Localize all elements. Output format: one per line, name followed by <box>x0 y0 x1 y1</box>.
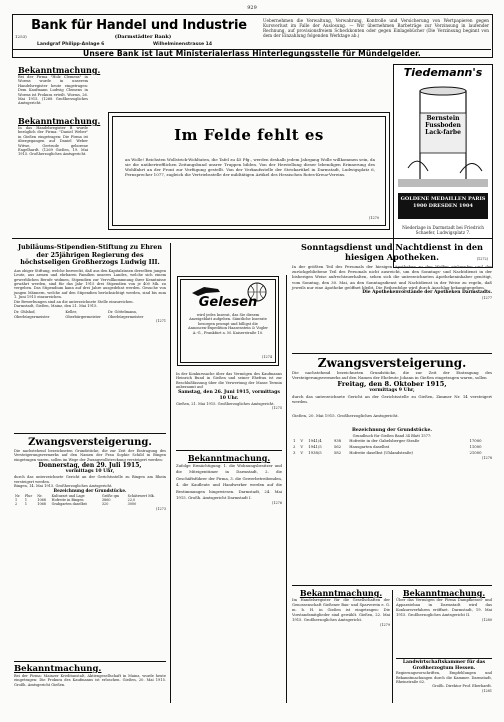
signature-3: Dr. Göttelmann, Oberbürgermeister <box>108 310 144 319</box>
jubilaeum-signatures <box>14 310 166 319</box>
konkurs-bund <box>176 372 282 410</box>
gelesen-ref: (1274 <box>262 355 272 359</box>
bekanntmachung-2-title: Bekanntmachung. <box>18 116 101 126</box>
zwang-2-table <box>292 438 492 456</box>
bekanntmachung-1-text: Bei der Firma "Holz Clemens" in Worms wurde in unserem Handelsregister heute eingetragen: Dem Kaufmann Ludwig Clemens in Worms ist Prokura erteilt. Worms, 26. Mai 1915. (1268 Großherzogliches Amtsgericht. <box>18 75 88 106</box>
table-cell: 3860 <box>101 498 111 503</box>
signature-1: Dr. Ohlshof, Oberbürgermeister <box>14 310 50 319</box>
bund-ref: (1275 <box>272 406 282 411</box>
zwang-2-place: durch das unterzeichnete Gericht an der Gerichtsstelle zu Gießen, Zimmer Nr. 14 versteigert werden. <box>292 394 492 404</box>
zwang-2-date: Freitag, den 8. Oktober 1915, <box>337 380 447 388</box>
im-felde-ad <box>108 112 390 230</box>
bekanntmachung-3-text: Bei der Firma: Mainzer Kreditanstalt, Aktiengesellschaft in Mainz, wurde heute eingetragen: Die Prokura des Kaufmanns ist erloschen. Gießen, 20. Mai 1915. Großh. Amtsgericht Gießen. <box>14 674 166 687</box>
jubilaeum-title: Jubiläums-Stipendien-Stiftung zu Ehren der 25jährigen Regierung des höchstseligen Großherzogs Ludwig III. <box>17 243 162 267</box>
table-cell: 582 <box>333 450 342 456</box>
table-cell: 17000 <box>469 438 482 444</box>
landwirtschaft-text: Regierungsvorschriften, Empfehlungen und Bekanntmachungen durch die Kammer. Darmstadt, Rheinstraße 62. <box>396 671 492 684</box>
table-cell: 1 <box>293 438 296 444</box>
jubilaeum-place-date: Darmstadt, Gießen, Mainz, den 21. Mai 1915. <box>14 304 98 309</box>
bund-text: In der Konkurssache über das Vermögen des Kaufmanns Heinrich Bund in Gießen und seiner Ehefrau ist zur Beschlußfassung über die Verwertung der Masse Termin anberaumt auf <box>176 372 282 390</box>
bekanntmachung-4 <box>176 453 282 506</box>
zwang-2-subline: Grundbuch für Gießen Band 34 Blatt 1577: <box>352 434 432 438</box>
page-number: 929 <box>247 5 257 11</box>
zwang-2-time: vormittags 9 Uhr, <box>369 388 415 393</box>
table-cell: Nr. <box>37 493 43 498</box>
im-felde-title: Im Felde fehlt es <box>174 126 324 144</box>
table-cell: 1 <box>24 498 27 503</box>
table-cell: 3 <box>293 450 296 456</box>
table-cell: 1068 <box>37 498 46 503</box>
landwirtschaft-signature: Großh. Direktor Prof. Eberhardt. <box>432 684 492 689</box>
zwang-2-closing: Gießen, 20. Mai 1915. Großherzogliches Amtsgericht. <box>292 413 399 418</box>
sonntags-ref: (1277 <box>482 296 492 301</box>
table-cell: Schätzwert Mk. <box>127 493 155 498</box>
landwirtschaft-title: Landwirtschaftskammer für das Großherzogtum Hessen. <box>402 660 486 671</box>
sonntags-title: Sonntagsdienst und Nachtdienst in den hiesigen Apotheken. <box>301 242 483 262</box>
bekanntmachung-1-title: Bekanntmachung. <box>18 65 101 75</box>
zwang-1-place: durch das unterzeichnete Gericht an der Gerichtsstelle zu Bingen am Rhein versteigert werden. <box>14 475 166 484</box>
tiedemann-footer: Niederlage in Darmstadt bei Friedrich Schaefer, Ludwigsplatz 7. <box>402 225 484 236</box>
im-felde-text: an Wolle! Reichsten Wollstrick-Wohltaten, die Tafel zu 45 Pfg., werden deshalb jedem Jahrgang Wolle willkommen sein, da sie die unübertrefflichen Zeitungsbund unsrer Truppen bilden. Von der Herstellung dieser lebendigen Erinnerung des Wohlfahrt an der Front zur Verfügung gestellt. Von der Verkaufsstelle der Strickartikel in Darmstadt, Ludwigsplatz 6, Fernsprecher 1077, zugleich die Vertriebsstelle der mildtätigen Artikel des Hessischen Rotes-Kreuz-Vereins. <box>125 157 375 177</box>
table-cell: Flur <box>24 493 33 498</box>
bekanntmachung-2 <box>18 116 101 157</box>
jubilaeum-notice <box>14 244 166 323</box>
table-cell: Nr. <box>15 493 21 498</box>
tiedemann-ref: (1272) <box>476 257 488 261</box>
table-cell: 1 <box>24 502 27 507</box>
zwangsversteigerung-2 <box>292 356 492 461</box>
bank-address-right: Wilhelminenstrasse 14 <box>153 42 213 47</box>
landwirtschaft-ref: (1281 <box>482 688 492 693</box>
tiedemann-subtitle: Bernstein Fussboden Lack-farbe <box>425 115 461 136</box>
jubilaeum-ref: (1271 <box>156 319 166 324</box>
bekanntmachung-5-title: Bekanntmachung. <box>299 588 383 598</box>
zwang-2-title: Zwangsversteigerung. <box>317 356 467 370</box>
table-cell: 22,0 <box>127 498 136 503</box>
landwirtschaftskammer <box>396 660 492 693</box>
table-cell: 1941/5 <box>308 444 322 450</box>
zwangsversteigerung-1 <box>14 437 166 511</box>
table-cell: V <box>300 438 304 444</box>
zwang-1-time: vormittags 10 Uhr, <box>65 469 115 475</box>
table-cell: Hausgarten daselbst <box>349 444 390 450</box>
table-cell: 11000 <box>469 444 482 450</box>
table-cell: V <box>300 450 304 456</box>
table-cell: Hofreite in der Gabelsberger Straße <box>349 438 420 444</box>
bekanntmachung-6-text: Über das Vermögen der Firma Dampfkessel- und Apparatebau in Darmstadt wird das Konkursverfahren eröffnet. Darmstadt, 19. Mai 1915. Großherzogliches Amtsgericht II. <box>396 598 492 617</box>
tiedemann-medals: GOLDENE MEDAILLEN PARIS 1900 DRESDEN 1904 <box>398 193 488 219</box>
bank-address-left: Landgraf Philipp-Anlage 6 <box>37 42 105 47</box>
tiedemann-title: Tiedemann's <box>403 66 483 79</box>
gelesen-ad <box>177 276 279 366</box>
bekanntmachung-3-title: Bekanntmachung. <box>14 664 102 674</box>
bekanntmachung-6-title: Bekanntmachung. <box>402 588 486 598</box>
bund-closing: Gießen, 21. Mai 1915. Großherzogliches Amtsgericht. <box>176 401 275 406</box>
table-cell: 1941/4 <box>308 438 322 444</box>
table-cell: 1938/5 <box>308 450 322 456</box>
zwang-1-text: Die nachstehend bezeichneten Grundstücke, die zur Zeit der Eintragung des Versteigerungsvermerks auf den Namen der Frau Sophie Schild in Bingen eingetragen waren, sollen im Wege der Zwangsvollstreckung versteigert werden: <box>14 449 166 462</box>
zwang-1-date: Donnerstag, den 29. Juli 1915, <box>38 462 142 470</box>
zwang-1-table <box>14 494 166 507</box>
zwang-2-text: Die nachstehend bezeichneten Grundstücke, die zur Zeit der Eintragung des Versteigerungsvermerks auf den Namen der Eheleute Johann in Gießen eingetragen waren, sollen <box>292 370 492 380</box>
bank-ad <box>12 14 493 58</box>
signature-2: Keller, Oberbürgermeister <box>65 310 101 319</box>
table-cell: Hofreite daselbst (Uhlandstraße) <box>349 450 414 456</box>
bekanntmachung-5 <box>292 588 390 627</box>
table-cell: Kulturart und Lage <box>51 493 85 498</box>
sonntags-text: In der größten Teil des Personals der hiesigen Apotheken zu den Waffen einberufen und der zurückgebliebene Teil des Personals nicht ausreicht, um den Sonntags- und Nachtdienst in der bisherigen Weise aufrechtzuerhalten, sehen sich die unterzeichneten Apothekeninhaber genötigt, vom Sonntag, den 30. Mai, an den Sonntagsdienst und Nachtdienst in der Weise zu regeln, daß jeweils nur eine Apotheke geöffnet bleibt. Die Reihenfolge wird durch Anschlag bekanntgegeben. <box>292 264 492 290</box>
jubilaeum-text: Aus obiger Stiftung, welche bezweckt, daß aus den Kapitalzinsen derselben jungen Leute, aus armen und ehrbaren Familien unseres Landes, welche sich einem gewerblichen Berufe widmen, Stipendien zur Vervollkommnung ihrer Kenntnisse gewährt werden, sind für das Jahr 1915 drei Stipendien von je 400 Mk. zu vergeben. Das Stipendium kann auf drei Jahre ausgedehnt werden. Gesuche von jungen Männern, welche auf den Stipendien berücksichtigt werden, sind bis zum 1. Juni 1915 einzureichen. <box>14 268 166 300</box>
zwang-1-subtitle: Bezeichnung der Grundstücke. <box>53 488 127 494</box>
bank-banner: Unsere Bank ist laut Ministerialerlass Hinterlegungsstelle für Mündelgelder. <box>83 49 421 58</box>
sonntagsdienst <box>292 243 492 300</box>
bank-year: 1253) <box>15 34 27 39</box>
bekanntmachung-1 <box>18 65 101 106</box>
bund-date: Samstag, den 26. Juni 1915, vormittags 10 Uhr. <box>178 389 280 401</box>
bekanntmachung-5-ref: (1279 <box>380 623 390 627</box>
table-cell: Größe qm <box>101 493 119 498</box>
zwang-1-closing: Bingen, 14. Mai 1915. Großherzogliches Amtsgericht. <box>14 484 113 489</box>
jubilaeum-closing: Die Bewerbungen sind an die unterzeichnete Stelle einzureichen. <box>14 299 134 304</box>
bekanntmachung-2-text: In das Handelsregister B wurde bezüglich der Firma: "Daniel Weber" in Gießen eingetragen: Die Firma ist übergegangen auf Daniel Weber Witwe, Gertrude geborene Engelhardt. (1269 Gießen, 19. Mai 1915. Großherzogliches Amtsgericht. <box>18 126 88 157</box>
bekanntmachung-4-ref: (1276 <box>272 501 282 506</box>
gelesen-title: Gelesen <box>198 295 258 310</box>
table-cell: 2 <box>15 502 18 507</box>
im-felde-ref: (1270 <box>369 216 379 220</box>
table-cell: V <box>300 444 304 450</box>
bank-name: Bank für Handel und Industrie <box>31 18 247 33</box>
bekanntmachung-5-text: Im Handelsregister für die Gesellschaften der Genossenschaft Gießener Bau- und Sparverein e. G. m. b. H. in Gießen ist eingetragen: Die Vorstandsmitglieder sind gewählt. Gießen, 22. Mai 1915. Großherzogliches Amtsgericht. <box>292 598 390 622</box>
bekanntmachung-4-title: Bekanntmachung. <box>187 453 271 463</box>
sonntags-signature: Die Apothekenvorstände der Apotheken Darmstadts. <box>362 290 492 296</box>
bekanntmachung-6-ref: (1280 <box>482 618 492 622</box>
zwang-2-subtitle: Bezeichnung der Grundstücke. <box>352 428 432 433</box>
zwang-2-ref: (1278 <box>482 456 492 461</box>
table-cell: 1 <box>15 498 18 503</box>
table-cell: 1068 <box>37 502 46 507</box>
table-cell: Hofreite in Bingen <box>51 498 84 503</box>
table-cell: 938 <box>333 438 342 444</box>
gelesen-text: wird jedes Inserat, das Sie diesem Anzeigeblatt aufgeben. Sämtliche Inserate besorgen prompt und billigst die Annoncen-Expedition Haasenstein & Vogler A.-G., Frankfurt a. M. Kaiserstraße 10. <box>188 313 268 335</box>
zwang-1-ref: (1273 <box>156 506 166 511</box>
bank-text: Uebernehmen die Verwaltung, Verwahrung, Kontrolle und Versicherung von Wertpapieren gegen Kursverlust im Falle der Auslosung. — Wir übernehmen Barbeträge zur Verzinsung in laufender Rechnung, auf provisionsfreiem Scheckkonten oder gegen Einlagebücher (Die Verzinsung beginnt von dem der Einzahlung folgenden Werktage ab.) <box>263 18 489 38</box>
table-cell: 3000 <box>127 502 137 507</box>
table-cell: 2 <box>293 444 296 450</box>
bekanntmachung-6 <box>396 588 492 622</box>
table-cell: 21000 <box>469 450 482 456</box>
bekanntmachung-3 <box>14 664 166 687</box>
table-cell: 562 <box>333 444 342 450</box>
table-cell: Grabgarten daselbst <box>51 502 87 507</box>
bekanntmachung-4-text: Zufolge Ermächtigung: 1. die Wohnungsbesitzer und die Miteigentümer in Darmstadt, 2. die Geschäftsführer der Firma, 3. die Gewerbetreibenden, 4. die Kaufleute und Handwerker werden auf die Bestimmungen hingewiesen. Darmstadt, 24. Mai 1915. Großh. Amtsgericht Darmstadt I. <box>176 463 282 501</box>
bank-subtitle: (Darmstädter Bank) <box>114 34 172 40</box>
table-cell: 320 <box>101 502 109 507</box>
zwang-1-title: Zwangsversteigerung. <box>28 437 152 448</box>
